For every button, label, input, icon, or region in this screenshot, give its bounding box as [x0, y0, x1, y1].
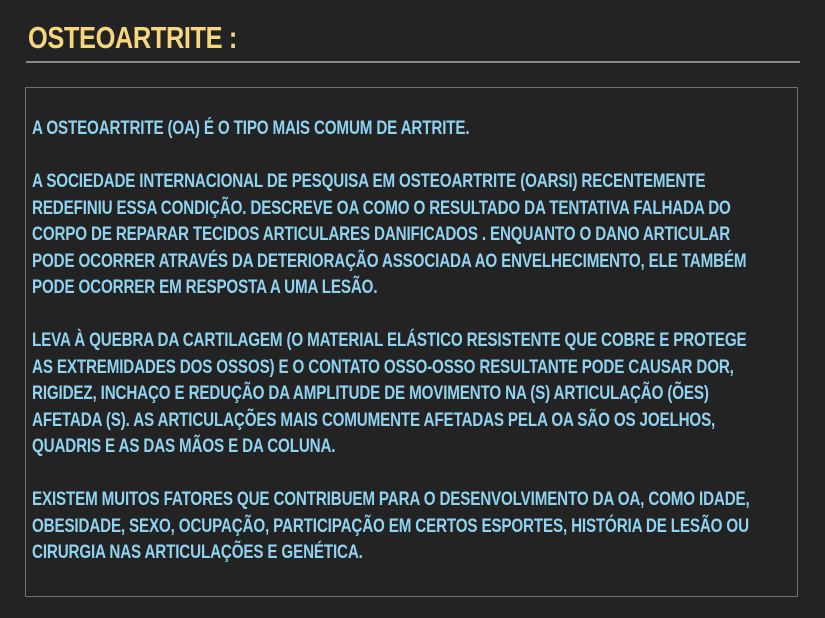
- title-divider: [26, 61, 800, 63]
- content-box: [25, 87, 798, 597]
- content-body: [32, 116, 776, 593]
- text-line: QUADRIS E AS DAS MÃOS E DA COLUNA.: [32, 436, 336, 457]
- text-line: REDEFINIU ESSA CONDIÇÃO. DESCREVE OA COMO O RESULTADO DA TENTATIVA FALHADA DO: [32, 197, 731, 219]
- text-line: OBESIDADE, SEXO, OCUPAÇÃO, PARTICIPAÇÃO EM CERTOS ESPORTES, HISTÓRIA DE LESÃO OU: [32, 515, 749, 537]
- paragraph-1: [32, 116, 776, 143]
- text-line: RIGIDEZ, INCHAÇO E REDUÇÃO DA AMPLITUDE DE MOVIMENTO NA (S) ARTICULAÇÃO (ÕES): [32, 383, 709, 404]
- text-line: LEVA À QUEBRA DA CARTILAGEM (O MATERIAL ELÁSTICO RESISTENTE QUE COBRE E PROTEGE: [32, 330, 747, 351]
- paragraph-2: [32, 169, 776, 302]
- page-title: OSTEOARTRITE :: [28, 20, 237, 55]
- text-line: A SOCIEDADE INTERNACIONAL DE PESQUISA EM OSTEOARTRITE (OARSI) RECENTEMENTE: [32, 171, 706, 192]
- text-line: PODE OCORRER EM RESPOSTA A UMA LESÃO.: [32, 277, 378, 298]
- paragraph-3: [32, 328, 776, 461]
- text-line: A OSTEOARTRITE (OA) É O TIPO MAIS COMUM DE ARTRITE.: [32, 118, 470, 139]
- text-line: AS EXTREMIDADES DOS OSSOS) E O CONTATO OSSO-OSSO RESULTANTE PODE CAUSAR DOR,: [32, 356, 734, 378]
- text-line: CIRURGIA NAS ARTICULAÇÕES E GENÉTICA.: [32, 542, 363, 563]
- text-line: CORPO DE REPARAR TECIDOS ARTICULARES DANIFICADOS . ENQUANTO O DANO ARTICULAR: [32, 224, 731, 245]
- text-line: EXISTEM MUITOS FATORES QUE CONTRIBUEM PARA O DESENVOLVIMENTO DA OA, COMO IDADE,: [32, 489, 750, 510]
- paragraph-4: [32, 487, 776, 567]
- text-line: PODE OCORRER ATRAVÉS DA DETERIORAÇÃO ASSOCIADA AO ENVELHECIMENTO, ELE TAMBÉM: [32, 250, 747, 272]
- text-line: AFETADA (S). AS ARTICULAÇÕES MAIS COMUMENTE AFETADAS PELA OA SÃO OS JOELHOS,: [32, 409, 716, 431]
